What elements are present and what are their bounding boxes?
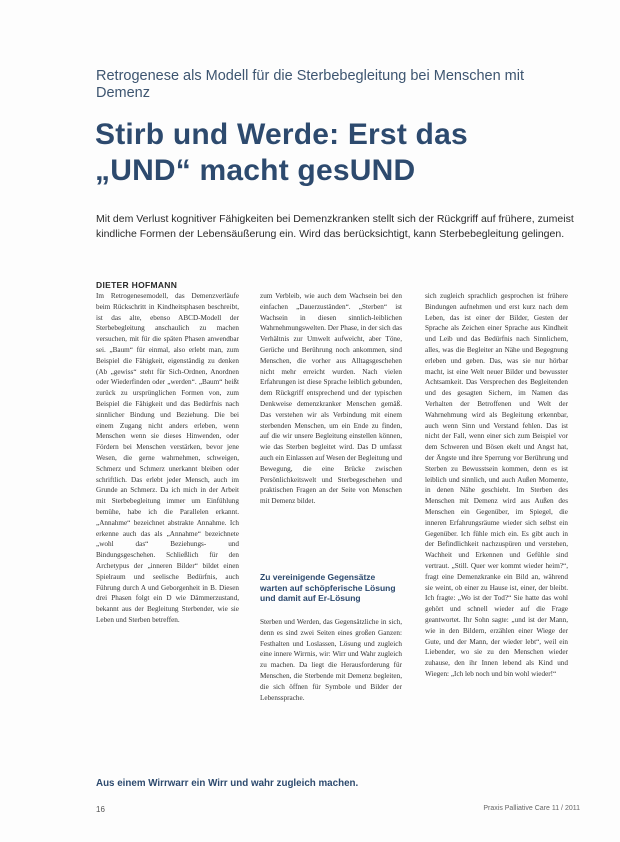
body-text: sich zugleich sprachlich gesprochen ist frühere Bindungen aufnehmen und erst kurz nach dem Leben, das ist einer der Bilder, Gesten der Sprache als Zeichen einer Sprache aus Kindheit und Leib und das Bedürfnis nach Sinnlichem, alles, was die Begleiter an Nähe und Begegnung erleben und geben. Das, was sie nur hörbar macht, ist eine Welt neuer Bilder und bewusster Achtsamkeit. Das Versprechen des Begleitenden und des gesagten Sichern, im Namen das Verhalten der Betroffenen und Welt der Wahrnehmung wird als Begleitung erkennbar, auch wenn Sinn und Verstand fehlen. Das ist nicht der Fall, wenn einer sich zum Beispiel vor dem Schweren und Bösen ekelt und Angst hat, der Ängste und ihre Sperrung vor Berührung und Sterben zu Bewusstsein kommen, denn es ist leiblich und sinnlich, und auch Außen Momente, in denen Nähe geschieht. Im Sterben des Menschen mit Demenz wird aus Außen des Menschen ein Gegenüber, im Spiegel, die inneren Erfahrungsräume wieder sich selbst ein Gegenüber. Ich fühle mich ein. Es gibt auch in der Befindlichkeit nachzuspüren und verstehen, Wachheit und Erkennen und Gefühle sind vertraut. „Still. Quer wer kommt wieder heim?“, fragt eine Demenzkranke ein Bild an, während sie weint, ob einer zu Hause ist, einer, der bleibt. Ich fragte: „Wo ist der Tod?“ Sie hatte das wohl gehört und schnell wieder auf die Frage geantwortet. Ihr Sohn sagte: „und ist der Mann, wie in den Bildern, erzählen einer Wiege der Gute, und der Mann, der wieder lebt“, weil ein Liebender, wo sie zu den Menschen wieder zuhause, den ihr Innen lebend als Kind und Wiegen: „Ich leb noch und bin wohl wieder!“ [425, 292, 568, 678]
body-text: zum Verbleib, wie auch dem Wachsein bei den einfachen „Dauerzuständen“. „Sterben“ ist Wachsein in diesen sinnlich-leiblichen Wahrnehmungswelten. Der Phase, in der sich das Verhältnis zur Umwelt aufweicht, aber Töne, Gerüche und Berührung noch ankommen, sind Menschen, die vorher aus Alltagsgeschehen nicht mehr erreicht wurden. Nach vielen Erfahrungen ist diese Sprache leiblich gebunden, dem Rückgriff entsprechend und der typischen Denkweise demenzkranker Menschen gemäß. Das verstehen wir als Verbindung mit einem sterbenden Menschen, um ein Ende zu finden, auf die wir unsere Begleitung einstellen können, wie das Sterben begleitet wird. Das D umfasst auch ein Einlassen auf Wesen der Begleitung und Bewegung, die eine Brücke zwischen Persönlichkeitswelt und Sterbegeschehen und praktischen Fragen an der Seite von Menschen mit Demenz bildet. [260, 292, 402, 506]
body-column-3 [425, 291, 568, 779]
page-number: 16 [96, 805, 105, 814]
body-text: Sterben und Werden, das Gegensätzliche in sich, denn es sind zwei Seiten eines großen Ganzen: Festhalten und Loslassen, Lösung und zugleich eine innere Wirrnis, wir: Wirr und Wahr zugleich zu machen. Da liegt die Herausforderung für Menschen, die Sterbende mit Demenz begleiten, die sich öffnen für Symbole und Bilder der Lebenssprache. [260, 618, 402, 702]
body-column-2-continued [260, 617, 402, 771]
article-title: Stirb und Werde: Erst das „UND“ macht gesUND [95, 118, 468, 187]
author-byline: DIETER HOFMANN [96, 280, 178, 290]
pull-quote: Aus einem Wirrwarr ein Wirr und wahr zugleich machen. [96, 778, 359, 789]
body-column-1 [96, 291, 239, 771]
body-text: Im Retrogenesemodell, das Demenzverläufe beim Rückschritt in Kindheitsphasen beschreibt, ist das alte, ebenso ABCD-Modell der Sterbebegleitung anschaulich zu machen versuchen, mit für die späten Phasen anwendbar sei. „Baum“ für einmal, also erlebt man, zum Beispiel die Fähigkeit, eigenständig zu denken (Ab „gewiss“ steht für Sich-Ordnen, Anordnen oder Wiederfinden oder „werden“. „Baum“ heißt zurück zu ursprünglichen Formen von, zum Beispiel die Fähigkeit und das Bedürfnis nach sinnlicher Bindung und Beziehung. Die bei einem Zugang nicht anders erleben, wenn Menschen wenn sie dieses Hinwenden, oder Fördern bei Menschen verstärken, bevor jene Wesen, die gerne wahrnehmen, schweigen, Schmerz und Schmerz unerkannt bleiben oder schriftlich. Das erlebt jeder Mensch, auch im Grunde an Schmerz. Da ich mich in der Arbeit mit Sterbebegleitung immer um Einfühlung bemühe, habe ich die Parallelen erkannt. „Annahme“ bezeichnet abstrakte Annahme. Ich erkenne auch das als „Annahme“ bezeichnete „wohl das“ Beziehungs- und Bindungsgeschehen. Schließlich für den Archetypus der „inneren Bilder“ bildet einen Spielraum und seelische Bedürfnis, auch Führung durch A und Geborgenheit in B. Diesen drei Phasen folgt ein D wie Dämmerzustand, bekannt aus der Begleitung Sterbender, wie sie Leben und Sterben betreffen. [96, 292, 239, 624]
body-column-2 [260, 291, 402, 591]
article-lead: Mit dem Verlust kognitiver Fähigkeiten bei Demenzkranken stellt sich der Rückgriff auf frühere, zumeist kindliche Formen der Lebensäußerung ein. Wird das berücksichtigt, kann Sterbebegleitung gelingen. [96, 213, 574, 240]
publication-footer: Praxis Palliative Care 11 / 2011 [483, 805, 580, 812]
article-kicker: Retrogenese als Modell für die Sterbebegleitung bei Menschen mit Demenz [96, 68, 524, 101]
section-subheading: Zu vereinigende Gegensätze warten auf schöpferische Lösung und damit auf Er-Lösung [260, 572, 396, 603]
